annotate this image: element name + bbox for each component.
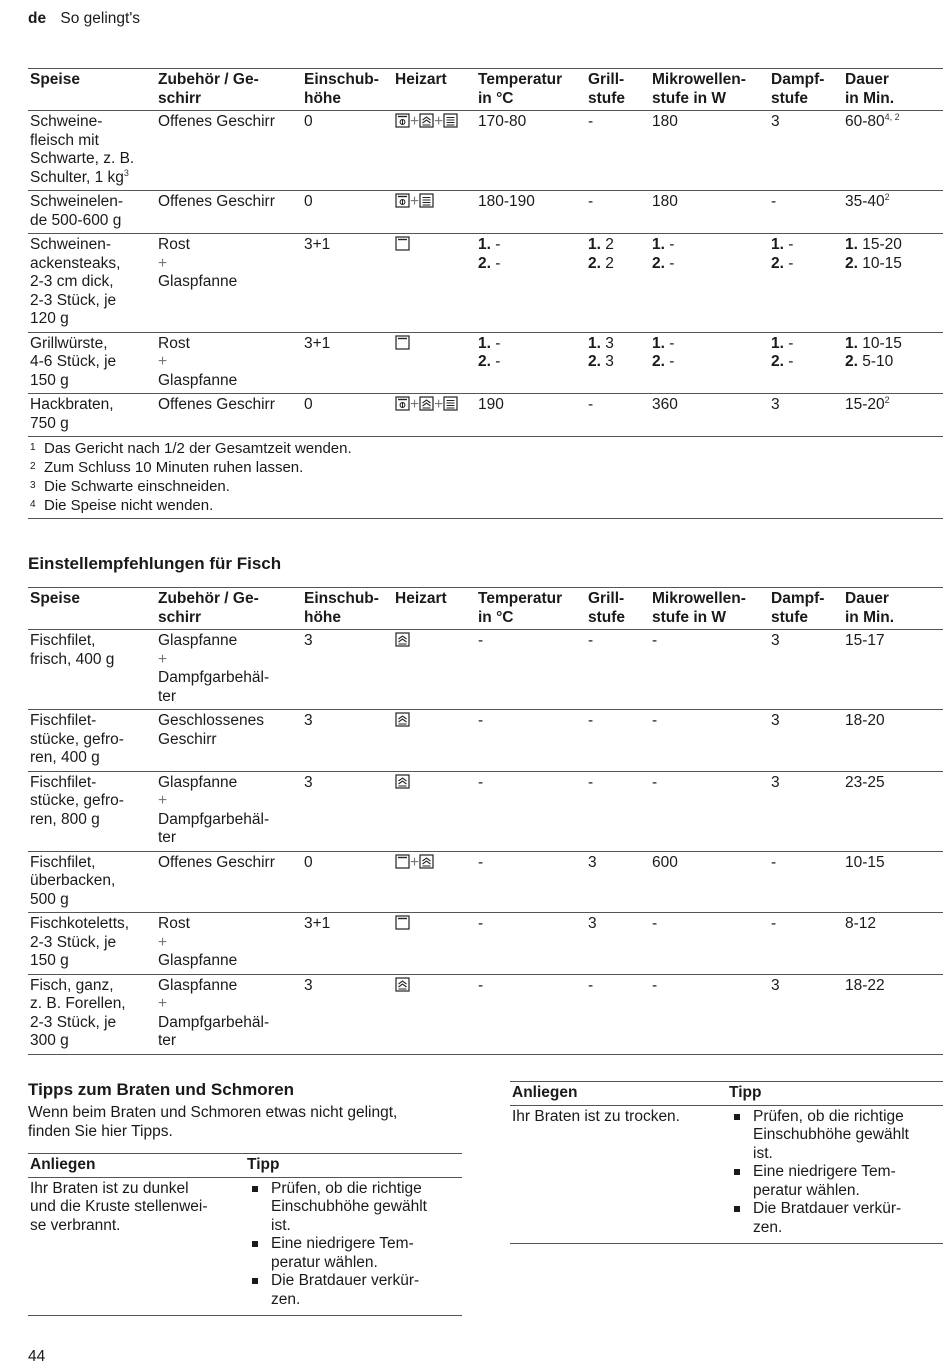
tips-table-right [510, 1081, 943, 1244]
tip-item: Die Bratdauer verkür- zen. [729, 1200, 943, 1237]
microwave-mode-icon [443, 396, 458, 411]
tip-item: Prüfen, ob die richtige Einschubhöhe gewählt ist. [247, 1180, 462, 1236]
tips-intro [28, 1104, 468, 1141]
column-header: Grill- stufe [588, 71, 626, 107]
column-header: Temperatur in °C [478, 590, 563, 626]
grill-cell: 3 [588, 915, 597, 932]
footnote-ref: 2 [884, 192, 890, 202]
grill-cell: 3 [588, 853, 597, 871]
mikro-cell: - [652, 773, 658, 791]
dish-cell: Fischfilet- stücke, gefro- ren, 400 g [30, 712, 124, 766]
dauer-cell: 1. 15-20 2. 10-15 [845, 236, 902, 272]
temp-cell: - [478, 773, 484, 791]
heating-mode-cell [393, 974, 476, 1054]
grill-cell: 1. 2 2. 2 [588, 236, 614, 272]
dampf-cell: 1. - 2. - [771, 236, 794, 272]
tip-list [729, 1108, 943, 1238]
heating-mode-cell: + [393, 191, 476, 234]
heating-mode-cell [393, 630, 476, 710]
shelf-cell: 3 [304, 976, 313, 994]
fish-section-title: Einstellempfehlungen für Fisch [28, 554, 282, 573]
accessory-cell: Offenes Geschirr [158, 396, 275, 413]
accessory-cell: Offenes Geschirr [158, 853, 275, 871]
table-header-row [28, 588, 943, 630]
temp-cell: - [478, 915, 484, 932]
accessory-cell: Rost + Glaspfanne [158, 236, 238, 290]
dish-cell: Fischkoteletts, 2-3 Stück, je 150 g [30, 915, 130, 969]
accessory-cell: Glaspfanne + Dampfgarbehäl- ter [158, 773, 270, 846]
grill-cell: - [588, 976, 594, 994]
footnote: 3 Die Schwarte einschneiden. [30, 478, 230, 495]
heating-mode-cell: + + [393, 111, 476, 191]
dauer-cell: $15-20^2$ [845, 395, 890, 413]
anliegen-cell [28, 1177, 245, 1316]
steam-mode-icon [395, 774, 410, 789]
table-row [28, 332, 943, 394]
heating-mode-cell [393, 332, 476, 394]
mikro-cell: 360 [652, 396, 678, 413]
page-header [28, 10, 140, 29]
grill-mode-icon [395, 915, 410, 930]
mikro-cell: 600 [652, 853, 678, 871]
temp-cell: 170-80 [478, 113, 527, 130]
mikro-cell: - [652, 632, 658, 649]
table-row [28, 913, 943, 975]
accessory-cell: Offenes Geschirr [158, 113, 275, 130]
dish-cell: Grillwürste, 4-6 Stück, je 150 g [30, 334, 117, 389]
table-row [28, 974, 943, 1054]
dampf-cell: - [771, 915, 777, 932]
tips-row [28, 1177, 462, 1316]
grill-mode-icon [395, 335, 410, 350]
col-tipp: Tipp [247, 1156, 280, 1173]
col-tipp: Tipp [729, 1084, 762, 1101]
dish-cell: Fischfilet, frisch, 400 g [30, 632, 115, 668]
mikro-cell: - [652, 976, 658, 994]
column-header: Mikrowellen- stufe in W [652, 590, 746, 626]
dauer-cell: 10-15 [845, 853, 885, 871]
dampf-cell: 3 [771, 632, 780, 649]
dauer-cell: $35-40^2$ [845, 192, 890, 210]
accessory-cell: Glaspfanne + Dampfgarbehäl- ter [158, 632, 270, 705]
dish-cell: Fisch, ganz, z. B. Forellen, 2-3 Stück, je 300 g [30, 976, 126, 1049]
footnote-ref: 2 [884, 395, 890, 405]
grill-cell: - [588, 396, 594, 413]
dampf-cell: 3 [771, 712, 780, 729]
grill-fan-mode-icon [395, 113, 410, 128]
heating-mode-cell [393, 234, 476, 333]
accessory-cell: Offenes Geschirr [158, 193, 275, 210]
column-header: Dampf- stufe [771, 590, 825, 626]
dish-cell: Schweinelen- de 500-600 g [30, 193, 124, 229]
grill-mode-icon [395, 854, 410, 869]
grill-fan-mode-icon [395, 396, 410, 411]
dauer-cell: 60-80$^{4, 2}$ [845, 112, 900, 130]
page-number: 44 [28, 1348, 46, 1365]
dampf-cell: - [771, 193, 777, 210]
table-row [28, 710, 943, 772]
accessory-cell: Glaspfanne + Dampfgarbehäl- ter [158, 976, 270, 1049]
column-header: Dampf- stufe [771, 71, 825, 107]
temp-cell: 180-190 [478, 193, 535, 210]
mikro-cell: 180 [652, 193, 678, 210]
mikro-cell: - [652, 915, 658, 932]
anliegen-cell [510, 1105, 727, 1244]
grill-fan-mode-icon [395, 193, 410, 208]
steam-mode-icon [395, 632, 410, 647]
column-header: Heizart [395, 71, 447, 88]
steam-mode-icon [419, 854, 434, 869]
accessory-cell: Geschlossenes Geschirr [158, 712, 264, 748]
temp-cell: - [478, 632, 484, 649]
mikro-cell: - [652, 712, 658, 729]
tips-table-left [28, 1153, 462, 1316]
shelf-cell: 3+1 [304, 915, 331, 932]
table-row [28, 234, 943, 333]
column-header: Grill- stufe [588, 590, 626, 626]
anliegen-text: Ihr Braten ist zu dunkel und die Kruste stellenwei- se verbrannt. [30, 1179, 208, 1234]
heating-mode-cell [393, 710, 476, 772]
column-header: Zubehör / Ge- schirr [158, 590, 259, 626]
footnote: 2 Zum Schluss 10 Minuten ruhen lassen. [30, 459, 304, 476]
tipp-cell [727, 1105, 943, 1244]
dampf-cell: - [771, 853, 777, 871]
grill-cell: - [588, 193, 594, 210]
dauer-cell: 1. 10-15 2. 5-10 [845, 334, 902, 370]
grill-cell: - [588, 773, 594, 791]
dampf-cell: 3 [771, 396, 780, 413]
dampf-cell: 3 [771, 773, 780, 791]
tip-item: Die Bratdauer verkür- zen. [247, 1272, 462, 1309]
column-header: Speise [30, 590, 80, 607]
dauer-cell: 8-12 [845, 915, 877, 932]
dauer-cell: 15-17 [845, 632, 885, 649]
fish-settings-table [28, 587, 943, 1055]
footnote: 4 Die Speise nicht wenden. [30, 497, 214, 514]
table-row [28, 191, 943, 234]
grill-cell: - [588, 632, 594, 649]
temp-cell: 1. - 2. - [478, 334, 501, 370]
shelf-cell: 0 [304, 396, 313, 413]
language-label: de [28, 10, 47, 27]
column-header: Dauer in Min. [845, 71, 895, 107]
heating-mode-cell [393, 771, 476, 851]
shelf-cell: 3 [304, 632, 313, 649]
table-row [28, 630, 943, 710]
shelf-cell: 0 [304, 853, 313, 871]
dish-cell: Fischfilet, überbacken, 500 g [30, 853, 116, 908]
column-header: Heizart [395, 590, 447, 607]
column-header: Einschub- höhe [304, 590, 379, 626]
dish-cell: Fischfilet- stücke, gefro- ren, 800 g [30, 773, 124, 828]
tip-item: Prüfen, ob die richtige Einschubhöhe gewählt ist. [729, 1108, 943, 1164]
chapter-title: So gelingt's [60, 10, 141, 27]
tips-section-title: Tipps zum Braten und Schmoren [28, 1080, 295, 1099]
anliegen-text: Ihr Braten ist zu trocken. [512, 1107, 680, 1125]
footnote: 1 Das Gericht nach 1/2 der Gesamtzeit wenden. [30, 440, 352, 457]
meat-settings-table [28, 68, 943, 519]
shelf-cell: 0 [304, 193, 313, 210]
temp-cell: - [478, 853, 484, 871]
table-row [28, 394, 943, 437]
dampf-cell: 1. - 2. - [771, 334, 794, 370]
column-header: Dauer in Min. [845, 590, 895, 626]
column-header: Mikrowellen- stufe in W [652, 71, 746, 107]
table-header-row [28, 69, 943, 111]
steam-mode-icon [395, 712, 410, 727]
mikro-cell: 1. - 2. - [652, 236, 675, 272]
steam-mode-icon [395, 977, 410, 992]
accessory-cell: Rost + Glaspfanne [158, 915, 238, 969]
footnote-row [28, 437, 943, 519]
dish-cell: Schweinen- ackensteaks, 2-3 cm dick, 2-3 Stück, je 120 g [30, 236, 121, 327]
mikro-cell: 1. - 2. - [652, 334, 675, 370]
tips-header-row [510, 1082, 943, 1106]
shelf-cell: 3 [304, 773, 313, 791]
temp-cell: - [478, 712, 484, 729]
tips-intro-text: Wenn beim Braten und Schmoren etwas nicht gelingt, finden Sie hier Tipps. [28, 1104, 398, 1140]
grill-cell: - [588, 113, 594, 130]
dish-cell: Hackbraten, 750 g [30, 396, 114, 432]
accessory-cell: Rost + Glaspfanne [158, 334, 238, 389]
steam-mode-icon [419, 113, 434, 128]
heating-mode-cell: + + [393, 394, 476, 437]
dish-cell: Schweine- fleisch mit Schwarte, z. B. Schulter, 1 $kg^3$ [30, 113, 135, 186]
tip-item: Eine niedrigere Tem- peratur wählen. [247, 1235, 462, 1272]
heating-mode-cell: + [393, 851, 476, 913]
shelf-cell: 3+1 [304, 334, 331, 352]
shelf-cell: 0 [304, 113, 313, 130]
tip-list [247, 1180, 462, 1310]
temp-cell: 190 [478, 396, 504, 413]
col-anliegen: Anliegen [512, 1084, 578, 1101]
column-header: Speise [30, 71, 80, 88]
tipp-cell [245, 1177, 462, 1316]
footnote-ref: 4, 2 [884, 112, 900, 122]
footnotes [28, 437, 943, 519]
microwave-mode-icon [443, 113, 458, 128]
col-anliegen: Anliegen [30, 1156, 96, 1173]
dauer-cell: 18-22 [845, 976, 885, 994]
table-row [28, 851, 943, 913]
temp-cell: - [478, 976, 484, 994]
tip-item: Eine niedrigere Tem- peratur wählen. [729, 1163, 943, 1200]
dampf-cell: 3 [771, 113, 780, 130]
column-header: Einschub- höhe [304, 71, 379, 107]
grill-cell: 1. 3 2. 3 [588, 334, 614, 370]
table-row [28, 111, 943, 191]
dauer-cell: 18-20 [845, 712, 885, 729]
footnote-ref: 3 [123, 167, 129, 178]
tips-header-row [28, 1154, 462, 1178]
table-row [28, 771, 943, 851]
grill-cell: - [588, 712, 594, 729]
tips-row [510, 1105, 943, 1244]
microwave-mode-icon [419, 193, 434, 208]
grill-mode-icon [395, 236, 410, 251]
column-header: Zubehör / Ge- schirr [158, 71, 259, 107]
dampf-cell: 3 [771, 976, 780, 994]
shelf-cell: 3 [304, 712, 313, 729]
shelf-cell: 3+1 [304, 236, 331, 253]
column-header: Temperatur in °C [478, 71, 563, 107]
mikro-cell: 180 [652, 113, 678, 130]
heating-mode-cell [393, 913, 476, 975]
temp-cell: 1. - 2. - [478, 236, 501, 272]
steam-mode-icon [419, 396, 434, 411]
dauer-cell: 23-25 [845, 773, 885, 791]
